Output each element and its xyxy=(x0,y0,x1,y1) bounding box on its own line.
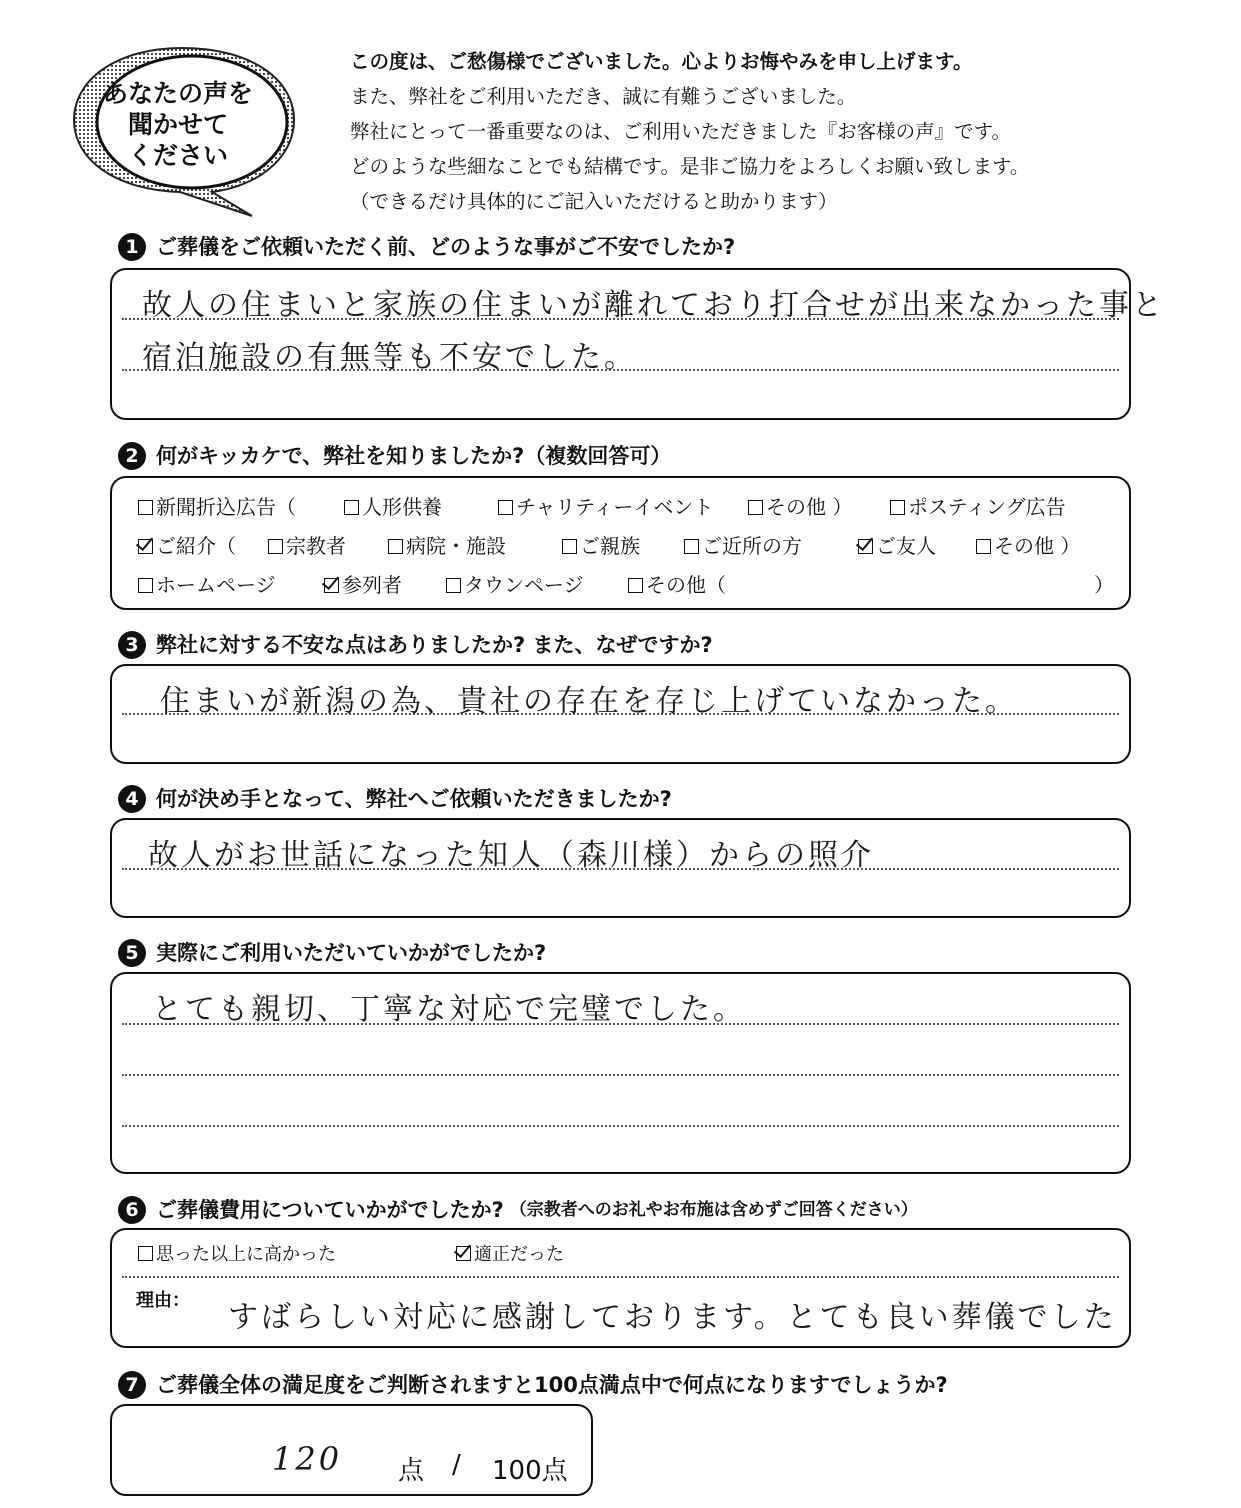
checkbox[interactable] xyxy=(562,539,577,554)
checkbox[interactable] xyxy=(976,539,991,554)
question-3 xyxy=(118,630,713,660)
question-text: ご葬儀をご依頼いただく前、どのような事がご不安でしたか? xyxy=(156,235,736,259)
bubble-text xyxy=(78,78,278,171)
question-number: 2 xyxy=(118,442,146,470)
checkbox-checked[interactable] xyxy=(858,539,873,554)
intro-line: どのような些細なことでも結構です。是非ご協力をよろしくお願い致します。 xyxy=(350,155,1030,178)
reason-label: 理由： xyxy=(136,1290,190,1311)
option-appropriate[interactable]: 適正だった xyxy=(456,1240,564,1270)
checkbox[interactable] xyxy=(890,500,905,515)
question-1 xyxy=(118,232,735,262)
intro-line: この度は、ご愁傷様でございました。心よりお悔やみを申し上げます。 xyxy=(350,50,973,73)
score-box xyxy=(110,1404,593,1496)
option-religious[interactable]: 宗教者 xyxy=(268,531,346,561)
question-text: 実際にご利用いただいていかがでしたか? xyxy=(156,941,547,965)
score-unit: 点 xyxy=(398,1456,425,1486)
option-charity[interactable]: チャリティーイベント xyxy=(498,492,713,522)
question-text: 何がキッカケで、弊社を知りましたか?（複数回答可） xyxy=(156,444,672,468)
option-friend[interactable]: ご友人 xyxy=(858,531,936,561)
answer-box-3 xyxy=(110,664,1131,764)
intro-line: 弊社にとって一番重要なのは、ご利用いただきました『お客様の声』です。 xyxy=(350,120,1012,143)
question-text: ご葬儀費用についていかがでしたか? xyxy=(156,1198,504,1222)
option-doll[interactable]: 人形供養 xyxy=(344,492,442,522)
score-max: 100点 xyxy=(492,1456,568,1486)
question-number: 4 xyxy=(118,785,146,813)
checkbox[interactable] xyxy=(498,500,513,515)
handwritten-reason: すばらしい対応に感謝しております。とても良い葬儀でした xyxy=(228,1300,1117,1335)
checkbox-checked[interactable] xyxy=(456,1246,471,1261)
question-number: 7 xyxy=(118,1371,146,1399)
handwritten-answer: 宿泊施設の有無等も不安でした。 xyxy=(142,340,637,375)
handwritten-answer: 住まいが新潟の為、貴社の存在を存じ上げていなかった。 xyxy=(160,684,1018,719)
question-number: 1 xyxy=(118,233,146,261)
option-referral[interactable]: ご紹介（ xyxy=(138,531,236,561)
option-row xyxy=(138,492,296,522)
option-posting[interactable]: ポスティング広告 xyxy=(890,492,1066,522)
checkbox[interactable] xyxy=(138,500,153,515)
checkbox[interactable] xyxy=(748,500,763,515)
handwritten-answer: 故人がお世話になった知人（森川様）からの照介 xyxy=(148,838,874,873)
question-2 xyxy=(118,441,671,471)
checkbox-checked[interactable] xyxy=(138,539,153,554)
option-newspaper[interactable]: 新聞折込広告（ xyxy=(138,495,296,519)
checkbox[interactable] xyxy=(684,539,699,554)
answer-box-6 xyxy=(110,1228,1131,1348)
option-other-1[interactable]: その他 ） xyxy=(748,492,852,522)
question-subtext: （宗教者へのお礼やお布施は含めずご回答ください） xyxy=(509,1200,918,1220)
question-number: 3 xyxy=(118,631,146,659)
question-number: 6 xyxy=(118,1196,146,1224)
checkbox[interactable] xyxy=(138,578,153,593)
checkbox-checked[interactable] xyxy=(324,578,339,593)
option-relatives[interactable]: ご親族 xyxy=(562,531,640,561)
checkbox[interactable] xyxy=(268,539,283,554)
option-other-3[interactable]: その他（ xyxy=(628,570,726,600)
intro-message xyxy=(350,44,1230,219)
question-7 xyxy=(118,1370,948,1400)
question-4 xyxy=(118,784,672,814)
option-neighbors[interactable]: ご近所の方 xyxy=(684,531,802,561)
option-too-expensive[interactable]: 思った以上に高かった xyxy=(138,1240,336,1270)
bubble-line: 聞かせて xyxy=(127,110,228,139)
score-slash: / xyxy=(452,1450,461,1480)
bubble-line: あなたの声を xyxy=(102,79,253,108)
option-hospital[interactable]: 病院・施設 xyxy=(388,531,506,561)
checkbox[interactable] xyxy=(388,539,403,554)
checkbox[interactable] xyxy=(344,500,359,515)
handwritten-score: 120 xyxy=(272,1440,343,1478)
bubble-line: ください xyxy=(127,141,228,170)
options-box-2 xyxy=(110,476,1131,610)
question-text: 弊社に対する不安な点はありましたか? また、なぜですか? xyxy=(156,633,713,657)
handwritten-answer: 故人の住まいと家族の住まいが離れており打合せが出来なかった事と xyxy=(142,288,1165,323)
handwritten-answer: とても親切、丁寧な対応で完璧でした。 xyxy=(152,992,746,1027)
option-other-3-close: ） xyxy=(1094,573,1114,597)
checkbox[interactable] xyxy=(446,578,461,593)
question-number: 5 xyxy=(118,939,146,967)
checkbox[interactable] xyxy=(138,1246,153,1261)
answer-box-4 xyxy=(110,818,1131,918)
checkbox[interactable] xyxy=(628,578,643,593)
question-5 xyxy=(118,938,546,968)
question-text: 何が決め手となって、弊社へご依頼いただきましたか? xyxy=(156,787,672,811)
option-townpage[interactable]: タウンページ xyxy=(446,570,584,600)
option-homepage[interactable]: ホームページ xyxy=(138,570,276,600)
option-other-2[interactable]: その他 ） xyxy=(976,531,1080,561)
answer-box-5 xyxy=(110,972,1131,1174)
question-text: ご葬儀全体の満足度をご判断されますと100点満点中で何点になりますでしょうか? xyxy=(156,1373,948,1397)
question-6 xyxy=(118,1195,918,1225)
intro-line: また、弊社をご利用いただき、誠に有難うございました。 xyxy=(350,85,857,108)
intro-line: （できるだけ具体的にご記入いただけると助かります） xyxy=(350,190,838,213)
answer-box-1 xyxy=(110,268,1165,420)
option-attendee[interactable]: 参列者 xyxy=(324,570,402,600)
